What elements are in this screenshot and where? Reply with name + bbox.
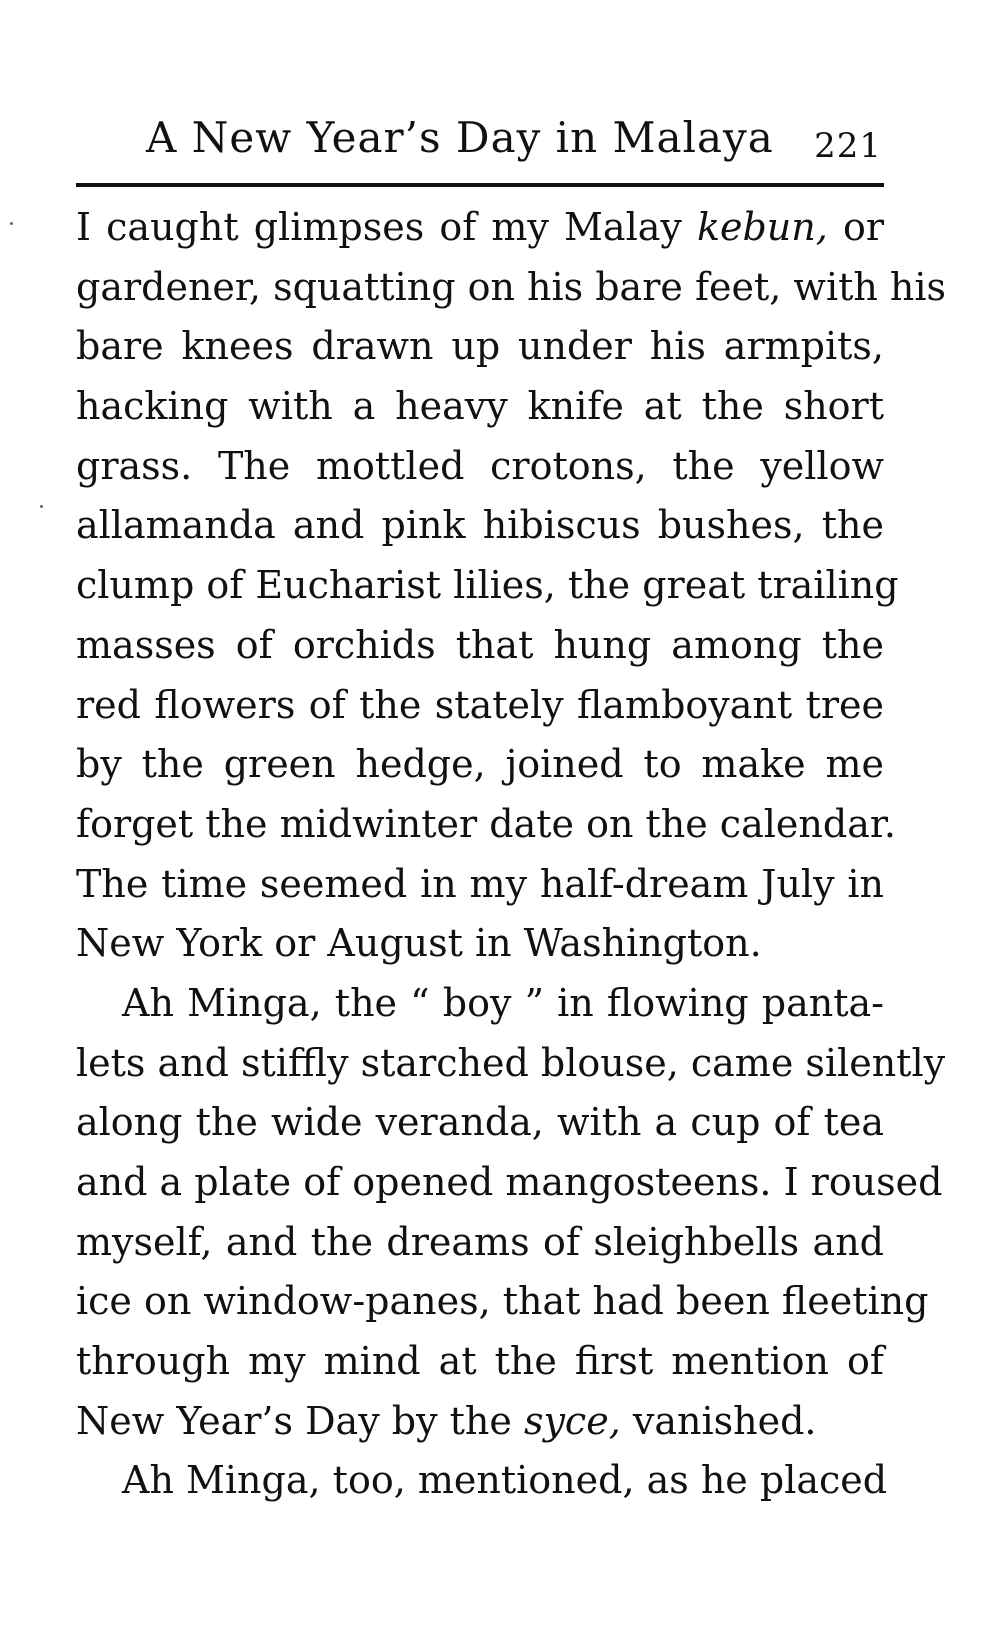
text-line: The time seemed in my half-dream July in: [76, 861, 884, 906]
text-line: I caught glimpses of my Malay kebun, or: [76, 205, 885, 249]
text-line: red flowers of the stately flamboyant tree: [76, 682, 884, 727]
text-line: Ah Minga, too, mentioned, as he placed: [122, 1458, 888, 1503]
text-line: forget the midwinter date on the calendar.: [76, 801, 896, 846]
text-line: gardener, squatting on his bare feet, with his: [76, 264, 947, 309]
italic-word: kebun,: [696, 205, 828, 249]
text-line: ice on window-panes, that had been fleeting: [76, 1279, 929, 1324]
text-line: myself, and the dreams of sleighbells and: [76, 1219, 884, 1264]
text-line: and a plate of opened mangosteens. I roused: [76, 1160, 943, 1204]
text-line: New York or August in Washington.: [76, 921, 762, 966]
text-line: allamanda and pink hibiscus bushes, the: [76, 503, 884, 548]
scan-speck: [40, 505, 43, 508]
text-line: by the green hedge, joined to make me: [76, 742, 884, 787]
text-line: New Year’s Day by the syce, vanished.: [76, 1398, 817, 1443]
text-line: hacking with a heavy knife at the short: [76, 384, 884, 429]
italic-word: syce,: [523, 1398, 621, 1443]
text-line: grass. The mottled crotons, the yellow: [76, 443, 884, 488]
text-line: along the wide veranda, with a cup of tea: [76, 1100, 884, 1145]
text-line: clump of Eucharist lilies, the great trailing: [76, 563, 899, 608]
text-line: masses of orchids that hung among the: [76, 622, 884, 667]
running-title: A New Year’s Day in Malaya: [146, 113, 774, 162]
text-line: Ah Minga, the “ boy ” in flowing panta-: [122, 980, 884, 1025]
text-line: lets and stiffly starched blouse, came silently: [76, 1040, 946, 1085]
text-line: bare knees drawn up under his armpits,: [76, 324, 884, 369]
scan-speck: [10, 222, 13, 225]
text-line: through my mind at the first mention of: [76, 1339, 884, 1384]
running-head: [76, 108, 884, 168]
body-text: [76, 198, 947, 1511]
header-rule: [76, 183, 884, 187]
page-number: 221: [814, 126, 882, 166]
